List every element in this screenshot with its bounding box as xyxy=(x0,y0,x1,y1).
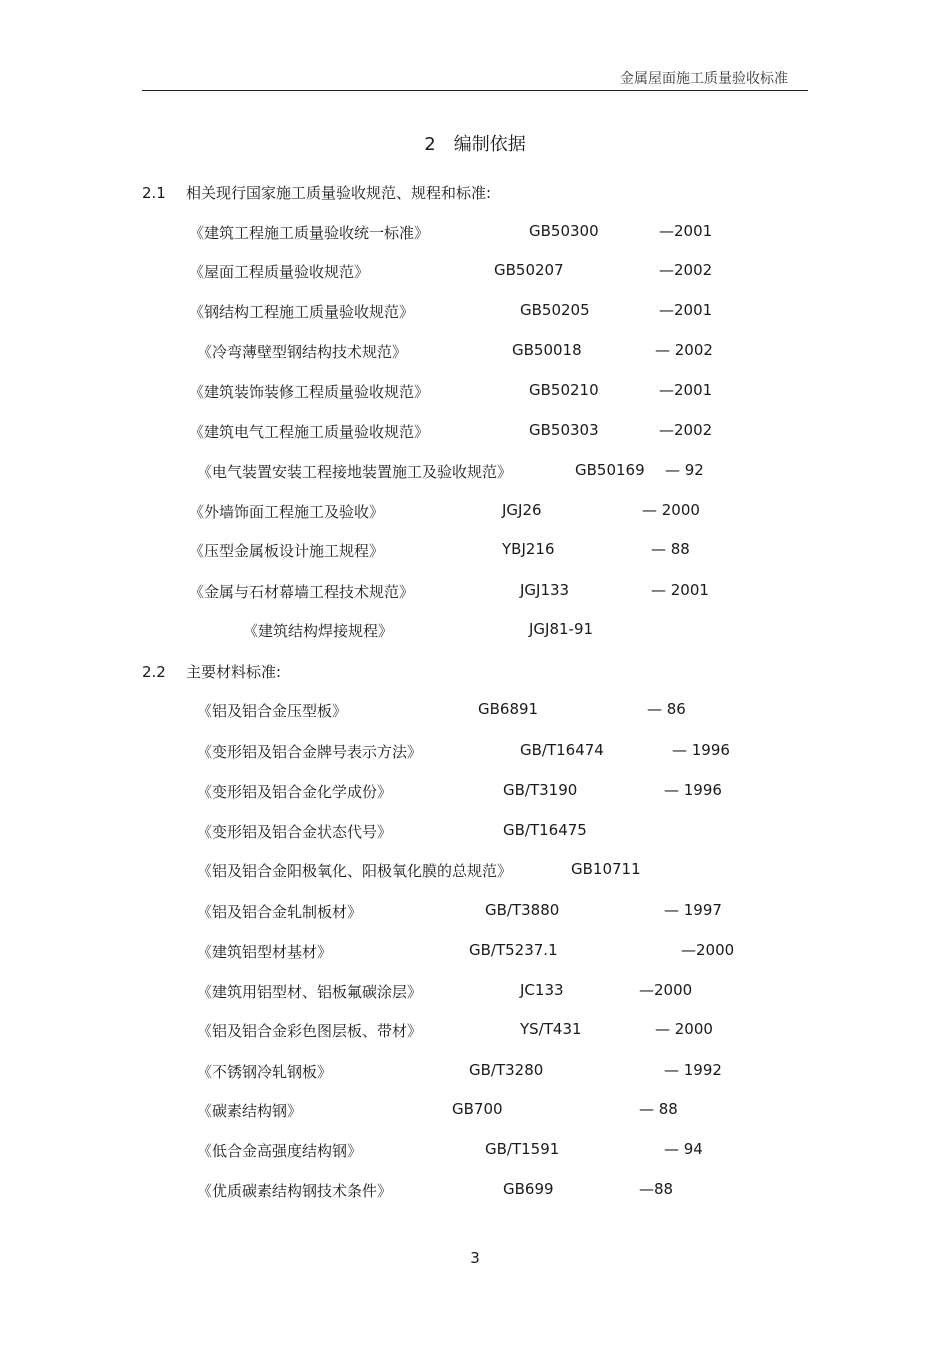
standard-year: — 1996 xyxy=(672,741,730,759)
standard-row xyxy=(0,860,950,882)
standard-code: GB50303 xyxy=(529,421,599,439)
standard-year: — 94 xyxy=(664,1140,703,1158)
standard-row xyxy=(0,741,950,763)
standard-row xyxy=(0,501,950,523)
standard-row xyxy=(0,381,950,403)
standard-name: 《建筑工程施工质量验收统一标准》 xyxy=(189,224,430,242)
standard-row xyxy=(0,1100,950,1122)
standard-year: — 88 xyxy=(639,1100,678,1118)
standard-row xyxy=(0,1061,950,1083)
standard-row xyxy=(0,461,950,483)
standard-row xyxy=(0,1180,950,1202)
standard-code: GB/T16474 xyxy=(520,741,604,759)
standard-code: YBJ216 xyxy=(502,540,555,558)
section-number: 2.1 xyxy=(142,184,166,202)
standard-row xyxy=(0,261,950,283)
standard-year: — 1992 xyxy=(664,1061,722,1079)
standard-code: GB/T1591 xyxy=(485,1140,560,1158)
standard-name: 《变形铝及铝合金牌号表示方法》 xyxy=(197,743,423,761)
standard-year: —2001 xyxy=(659,381,713,399)
standard-code: GB50018 xyxy=(512,341,582,359)
standard-name: 《压型金属板设计施工规程》 xyxy=(189,542,385,560)
standard-code: GB50210 xyxy=(529,381,599,399)
standard-name: 《建筑装饰装修工程质量验收规范》 xyxy=(189,383,430,401)
standard-year: — 2000 xyxy=(655,1020,713,1038)
standard-code: GB/T5237.1 xyxy=(469,941,558,959)
standard-row xyxy=(0,941,950,963)
standard-year: —2002 xyxy=(659,261,713,279)
standard-row xyxy=(0,620,950,642)
standard-name: 《铝及铝合金压型板》 xyxy=(197,702,348,720)
standard-name: 《变形铝及铝合金化学成份》 xyxy=(197,783,393,801)
standard-row xyxy=(0,581,950,603)
standard-name: 《碳素结构钢》 xyxy=(197,1102,303,1120)
standard-name: 《屋面工程质量验收规范》 xyxy=(189,263,370,281)
standard-code: YS/T431 xyxy=(520,1020,582,1038)
running-header-title: 金属屋面施工质量验收标准 xyxy=(620,71,788,87)
standard-name: 《建筑结构焊接规程》 xyxy=(243,622,394,640)
standard-year: — 1996 xyxy=(664,781,722,799)
standard-row xyxy=(0,540,950,562)
standard-name: 《不锈钢冷轧钢板》 xyxy=(197,1063,333,1081)
standard-name: 《建筑用铝型材、铝板氟碳涂层》 xyxy=(197,983,423,1001)
standard-code: JGJ133 xyxy=(520,581,570,599)
standard-year: —2001 xyxy=(659,222,713,240)
standard-name: 《铝及铝合金彩色图层板、带材》 xyxy=(197,1022,423,1040)
standard-year: —88 xyxy=(639,1180,674,1198)
standard-name: 《钢结构工程施工质量验收规范》 xyxy=(189,303,415,321)
standard-name: 《低合金高强度结构钢》 xyxy=(197,1142,363,1160)
standard-code: GB50205 xyxy=(520,301,590,319)
standard-row xyxy=(0,1140,950,1162)
standard-year: — 88 xyxy=(651,540,690,558)
standard-name: 《变形铝及铝合金状态代号》 xyxy=(197,823,393,841)
standard-code: GB6891 xyxy=(478,700,539,718)
header-divider xyxy=(142,90,808,91)
standard-year: —2000 xyxy=(639,981,693,999)
standard-code: JC133 xyxy=(520,981,564,999)
standard-name: 《优质碳素结构钢技术条件》 xyxy=(197,1182,393,1200)
standard-year: — 86 xyxy=(647,700,686,718)
standard-name: 《外墙饰面工程施工及验收》 xyxy=(189,503,385,521)
standard-row xyxy=(0,301,950,323)
section-heading-2-2 xyxy=(142,661,281,682)
standard-row xyxy=(0,700,950,722)
standard-row xyxy=(0,821,950,843)
standard-year: —2002 xyxy=(659,421,713,439)
standard-code: GB50169 xyxy=(575,461,645,479)
standard-row xyxy=(0,901,950,923)
standard-code: GB/T3280 xyxy=(469,1061,544,1079)
standard-code: GB50300 xyxy=(529,222,599,240)
chapter-title: 2 编制依据 xyxy=(424,134,526,155)
standard-code: JGJ26 xyxy=(502,501,542,519)
standard-code: GB/T3190 xyxy=(503,781,578,799)
standard-year: — 2002 xyxy=(655,341,713,359)
standard-name: 《金属与石材幕墙工程技术规范》 xyxy=(189,583,415,601)
standard-year: — 1997 xyxy=(664,901,722,919)
section-title: 主要材料标准: xyxy=(186,663,282,681)
standard-year: — 2001 xyxy=(651,581,709,599)
standard-code: GB/T3880 xyxy=(485,901,560,919)
standard-row xyxy=(0,341,950,363)
standard-year: —2001 xyxy=(659,301,713,319)
standard-row xyxy=(0,1020,950,1042)
standard-name: 《电气装置安装工程接地装置施工及验收规范》 xyxy=(197,463,513,481)
standard-row xyxy=(0,981,950,1003)
standard-code: GB700 xyxy=(452,1100,503,1118)
standard-row xyxy=(0,222,950,244)
standard-code: GB/T16475 xyxy=(503,821,587,839)
section-title: 相关现行国家施工质量验收规范、规程和标准: xyxy=(186,184,492,202)
standard-row xyxy=(0,421,950,443)
page-number: 3 xyxy=(470,1249,480,1267)
standard-name: 《铝及铝合金阳极氧化、阳极氧化膜的总规范》 xyxy=(197,862,513,880)
standard-year: — 2000 xyxy=(642,501,700,519)
standard-code: GB699 xyxy=(503,1180,554,1198)
standard-year: —2000 xyxy=(681,941,735,959)
section-heading-2-1 xyxy=(142,182,491,203)
standard-name: 《铝及铝合金轧制板材》 xyxy=(197,903,363,921)
standard-code: GB50207 xyxy=(494,261,564,279)
standard-year: — 92 xyxy=(665,461,704,479)
standard-name: 《冷弯薄壁型钢结构技术规范》 xyxy=(197,343,408,361)
standard-row xyxy=(0,781,950,803)
standard-name: 《建筑电气工程施工质量验收规范》 xyxy=(189,423,430,441)
standard-code: GB10711 xyxy=(571,860,641,878)
section-number: 2.2 xyxy=(142,663,166,681)
standard-name: 《建筑铝型材基材》 xyxy=(197,943,333,961)
standard-code: JGJ81-91 xyxy=(529,620,594,638)
